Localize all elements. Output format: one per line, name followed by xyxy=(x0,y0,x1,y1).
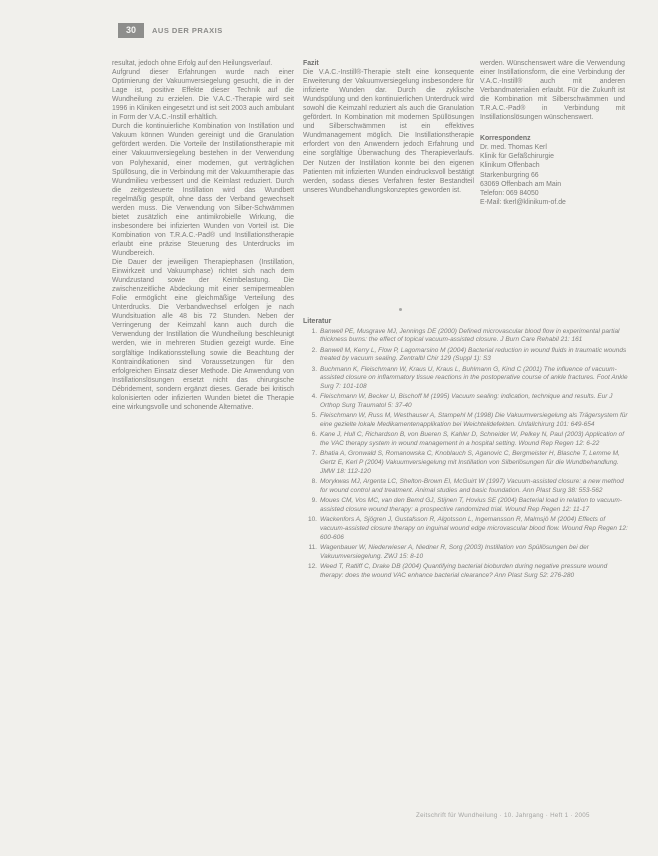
reference-text: Wackenfors A, Sjögren J, Gustafsson R, Algotsson L, Ingemansson R, Malmsjö M (2004) Effects of vacuum-assisted closure therapy on inguinal wound edge microvascular blood flow. Wound Rep Regen 12: 600-606 xyxy=(320,516,628,541)
paragraph: resultat, jedoch ohne Erfolg auf den Heilungsverlauf. xyxy=(112,60,273,67)
reference-text: Moues CM, Vos MC, van den Bemd GJ, Stijnen T, Hovius SE (2004) Bacterial load in relation to vacuum-assisted closure wound therapy: a prospective randomized trial. Wound Rep Regen 12: 11-17 xyxy=(320,497,622,513)
reference-number: 4. xyxy=(311,393,317,401)
reference-item xyxy=(303,431,628,448)
literature-list xyxy=(303,328,628,581)
paragraph: werden. Wünschenswert wäre die Verwendung einer Instillationsform, die eine Verbindung der V.A.C.-Instill® auch mit anderen Verbandmaterialien erlaubt. Für die Zukunft ist die Kombination mit Silberschwämmen und T.R.A.C.-Pad® in Verbindung mit Instillationslösungen wünschenswert. xyxy=(480,60,625,122)
reference-number: 3. xyxy=(311,365,317,373)
literature-section xyxy=(303,318,628,582)
separator-dot xyxy=(399,308,402,311)
reference-item xyxy=(303,544,628,561)
reference-number: 11. xyxy=(308,543,317,551)
reference-number: 8. xyxy=(311,478,317,486)
reference-number: 2. xyxy=(311,346,317,354)
reference-item xyxy=(303,328,628,345)
reference-text: Wagenbauer W, Niederwieser A, Niedner R, Sorg (2003) Instillation von Spüllösungen bei der Vakuumversiegelung. ZWJ 15: 8-10 xyxy=(320,543,589,560)
reference-number: 12. xyxy=(307,562,317,570)
reference-item xyxy=(303,347,628,364)
reference-text: Fleischmann W, Becker U, Bischoff M (1995) Vacuum sealing: indication, technique and results. Eur J Orthop Surg Traumatol 5: 37-40 xyxy=(320,393,613,410)
reference-text: Bhatia A, Gronwald S, Romanowska C, Knoblauch S, Aganovic C, Bergmeister H, Blasche T, Lemme M, Gertz E, Kerl P (2004) Vakuumversiegelung mit Instillation von Silberlösungen für die Wundbehandlung. JMW 18: 112-120 xyxy=(320,450,620,475)
correspondence-email: E-Mail: tkerl@klinikum-of.de xyxy=(480,198,566,206)
correspondence-line: Telefon: 069 84050 xyxy=(480,189,539,197)
literature-heading: Literatur xyxy=(303,318,332,325)
reference-item xyxy=(303,366,628,392)
section-title: AUS DER PRAXIS xyxy=(152,25,223,35)
reference-number: 9. xyxy=(311,497,317,505)
body-column-3 xyxy=(480,59,625,207)
correspondence-line: Klinik für Gefäßchirurgie xyxy=(480,153,554,161)
reference-text: Buchmann K, Fleischmann W, Kraus U, Kraus L, Buhlmann G, Kind C (2001) The influence of vacuum-assisted closure on inflammatory tissue reactions in the postoperative course of ankle fractures. Foot Ankle Surg 7: 101-108 xyxy=(320,365,628,391)
reference-text: Fleischmann W, Russ M, Westhauser A, Stampehl M (1998) Die Vakuumversiegelung als Trägersystem für eine gezielte lokale Medikamentenapplikation bei Weichteildefekten. Unfallchirurg 101: 649-654 xyxy=(320,412,628,429)
reference-item xyxy=(303,478,628,495)
correspondence-line: Dr. med. Thomas Kerl xyxy=(480,144,547,152)
reference-text: Banwell M, Kerry L, Flow P, Lagomarsino M (2004) Bacterial reduction in wound fluids in traumatic wounds treated by vacuum sealing. Zentralbl Chir 129 (Suppl 1): S3 xyxy=(320,346,627,363)
correspondence-line: 63069 Offenbach am Main xyxy=(480,180,562,188)
reference-item xyxy=(303,516,628,542)
correspondence-block xyxy=(480,134,625,206)
reference-number: 1. xyxy=(311,327,317,335)
reference-item xyxy=(303,497,628,514)
reference-number: 6. xyxy=(311,431,317,439)
paragraph: Aufgrund dieser Erfahrungen wurde nach einer Optimierung der Vakuumversiegelung gesucht, die in der Lage ist, positive Effekte dieser Technik auf die Wundheilung zu erzielen. Die V.A.C.-Therapie wird seit 1996 in Kliniken eingesetzt und ist seit 2003 auch ambulant in Form der V.A.C.-Instill erhältlich. xyxy=(112,69,294,122)
conclusion-text: Die V.A.C.-Instill®-Therapie stellt eine konsequente Erweiterung der Vakuumversiegelung insbesondere für infizierte Wunden dar. Durch die zyklische Wundspülung und den kontinuierlichen Unterdruck wird sowohl die Keimzahl reduziert als auch die Granulation gefördert. In Kombination mit modernen Spüllösungen und Silberschwämmen ist ein effektives Wundmanagement möglich. Die Instillationstherapie erfordert von den Anwendern jedoch Erfahrung und eine sorgfältige Überwachung des Therapieverlaufs. Der Nutzen der Instillation konnte bei den eigenen Patienten mit infizierten Wunden eindrucksvoll bestätigt werden, sodass dieses Verfahren fester Bestandteil unseres Wundbehandlungskonzeptes geworden ist. xyxy=(303,69,474,194)
conclusion-heading: Fazit xyxy=(303,60,319,67)
reference-item xyxy=(303,450,628,476)
reference-text: Banwell PE, Musgrave MJ, Jennings DE (2000) Defined microvascular blood flow in experimental partial thickness burns: the effect of topical vacuum-assisted closure. J Burn Care Rehabil 21: 161 xyxy=(320,327,620,344)
reference-text: Morykwas MJ, Argenta LC, Shelton-Brown EI, McGuirt W (1997) Vacuum-assisted closure: a new method for wound control and treatment. Animal studies and basic foundation. Ann Plast Surg 38: 553-562 xyxy=(320,478,624,494)
reference-item xyxy=(303,563,628,580)
page-number: 30 xyxy=(118,23,144,38)
reference-item xyxy=(303,412,628,429)
reference-text: Kane J, Hull C, Richardson B, von Bueren S, Kahler D, Schneider W, Pelkey N, Paul (2003) Application of the VAC therapy system in wound management in a hospital setting. Wound Rep Regen 12: 6-22 xyxy=(320,431,625,448)
reference-number: 7. xyxy=(311,450,317,458)
paragraph: Durch die kontinuierliche Kombination von Instillation und Vakuum können Wunden gereinigt und die Granulation gefördert werden. Die Vorteile der Instillationstherapie mit einer Vakuumversiegelung bestehen in der Verwendung von Polyhexanid, einer modernen, gut verträglichen Spüllösung, die in Verbindung mit der Vakuumtherapie das Wundmilieu verbessert und die Keimlast reduziert. Durch die zeitgesteuerte Instillation wird das Wundbett regelmäßig gespült, ohne dass der Verband gewechselt werden muss. Die Verwendung von Silber-Schwämmen bietet zusätzlich eine antimikrobielle Wirkung, die insbesondere bei infizierten Wunden von Vorteil ist. Die Kombination von T.R.A.C.-Pad® und Instillationstherapie erlaubt eine präzise Steuerung des Unterdrucks im Wundbereich. xyxy=(112,123,294,257)
correspondence-heading: Korrespondenz xyxy=(480,135,531,143)
body-column-2 xyxy=(303,59,474,195)
page-header xyxy=(118,22,223,38)
body-column-1 xyxy=(112,59,294,412)
correspondence-line: Klinikum Offenbach xyxy=(480,162,540,170)
reference-item xyxy=(303,393,628,410)
reference-number: 5. xyxy=(311,412,317,420)
paragraph: Die Dauer der jeweiligen Therapiephasen (Instillation, Einwirkzeit und Vakuumphase) richtet sich nach dem Wundzustand sowie der Keimbelastung. Die zwischenzeitliche Abdeckung mit einer semipermeablen Folie ermöglicht eine gleichmäßige Verteilung des Unterdrucks. Die Verbandwechsel erfolgen je nach Wundsituation alle 48 bis 72 Stunden. Neben der Verringerung der Keimzahl kann auch durch die Verwendung der Instillation die Wundheilung beschleunigt werden, wie in mehreren Studien gezeigt wurde. Eine sorgfältige Indikationsstellung sowie die Beachtung der Kontraindikationen sind Voraussetzungen für den erfolgreichen Einsatz dieser Methode. Die Anwendung von Instillationslösungen ersetzt nicht das chirurgische Débridement, sondern ergänzt dieses. Gerade bei kritisch kolonisierten oder infizierten Wunden bietet die Therapie eine wirkungsvolle und schonende Alternative. xyxy=(112,259,294,411)
page-footer: Zeitschrift für Wundheilung · 10. Jahrgang · Heft 1 · 2005 xyxy=(416,812,590,819)
reference-text: Weed T, Ratliff C, Drake DB (2004) Quantifying bacterial bioburden during negative pressure wound therapy: does the wound VAC enhance bacterial clearance? Ann Plast Surg 52: 276-280 xyxy=(320,562,608,579)
correspondence-line: Starkenburgring 66 xyxy=(480,171,539,179)
reference-number: 10. xyxy=(307,516,317,524)
